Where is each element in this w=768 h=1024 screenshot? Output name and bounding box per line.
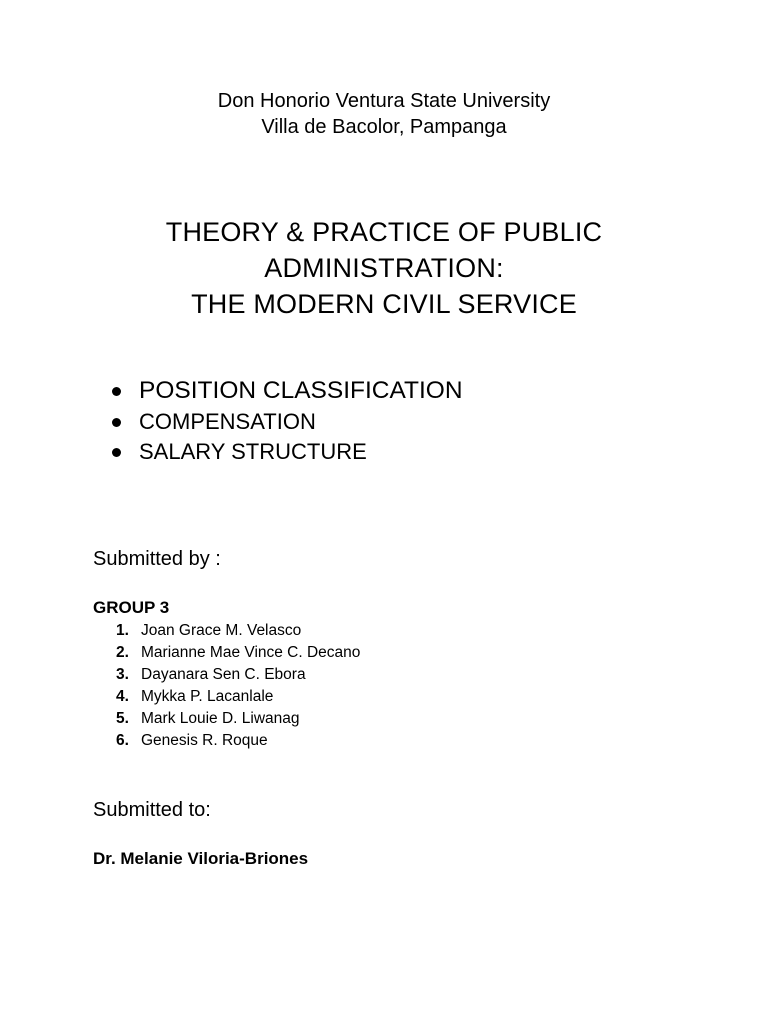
title-line-1: THEORY & PRACTICE OF PUBLIC xyxy=(165,217,603,247)
university-name: Don Honorio Ventura State University xyxy=(217,90,551,112)
member-number: 1. xyxy=(116,622,129,639)
list-item xyxy=(108,407,463,438)
bullet-icon xyxy=(112,387,121,396)
adviser-name: Dr. Melanie Viloria-Briones xyxy=(93,849,309,868)
group-name: GROUP 3 xyxy=(93,598,170,617)
member-list xyxy=(116,620,360,752)
document-header xyxy=(0,88,768,140)
submitted-by-label: Submitted by : xyxy=(93,548,221,570)
member-number: 2. xyxy=(116,644,129,661)
member-number: 3. xyxy=(116,666,129,683)
member-number: 5. xyxy=(116,710,129,727)
bullet-icon xyxy=(112,448,121,457)
list-item xyxy=(116,664,360,686)
member-name: Genesis R. Roque xyxy=(141,732,268,749)
member-name: Joan Grace M. Velasco xyxy=(141,622,302,639)
member-name: Marianne Mae Vince C. Decano xyxy=(141,644,361,661)
member-number: 4. xyxy=(116,688,129,705)
member-name: Dayanara Sen C. Ebora xyxy=(141,666,306,683)
list-item xyxy=(108,376,463,407)
member-name: Mark Louie D. Liwanag xyxy=(141,710,300,727)
list-item xyxy=(116,708,360,730)
bullet-icon xyxy=(112,418,121,427)
title-line-2: ADMINISTRATION: xyxy=(264,253,504,283)
list-item xyxy=(116,686,360,708)
topic-list xyxy=(108,376,463,468)
list-item xyxy=(108,437,463,468)
list-item xyxy=(116,620,360,642)
topic-label: COMPENSATION xyxy=(139,408,316,434)
submitted-to-label: Submitted to: xyxy=(93,799,211,821)
list-item xyxy=(116,642,360,664)
title-line-3: THE MODERN CIVIL SERVICE xyxy=(191,289,577,319)
member-number: 6. xyxy=(116,732,129,749)
member-name: Mykka P. Lacanlale xyxy=(141,688,274,705)
list-item xyxy=(116,730,360,752)
document-title xyxy=(0,214,768,322)
topic-label: SALARY STRUCTURE xyxy=(139,439,367,464)
university-location: Villa de Bacolor, Pampanga xyxy=(261,116,507,138)
topic-label: POSITION CLASSIFICATION xyxy=(139,377,463,404)
